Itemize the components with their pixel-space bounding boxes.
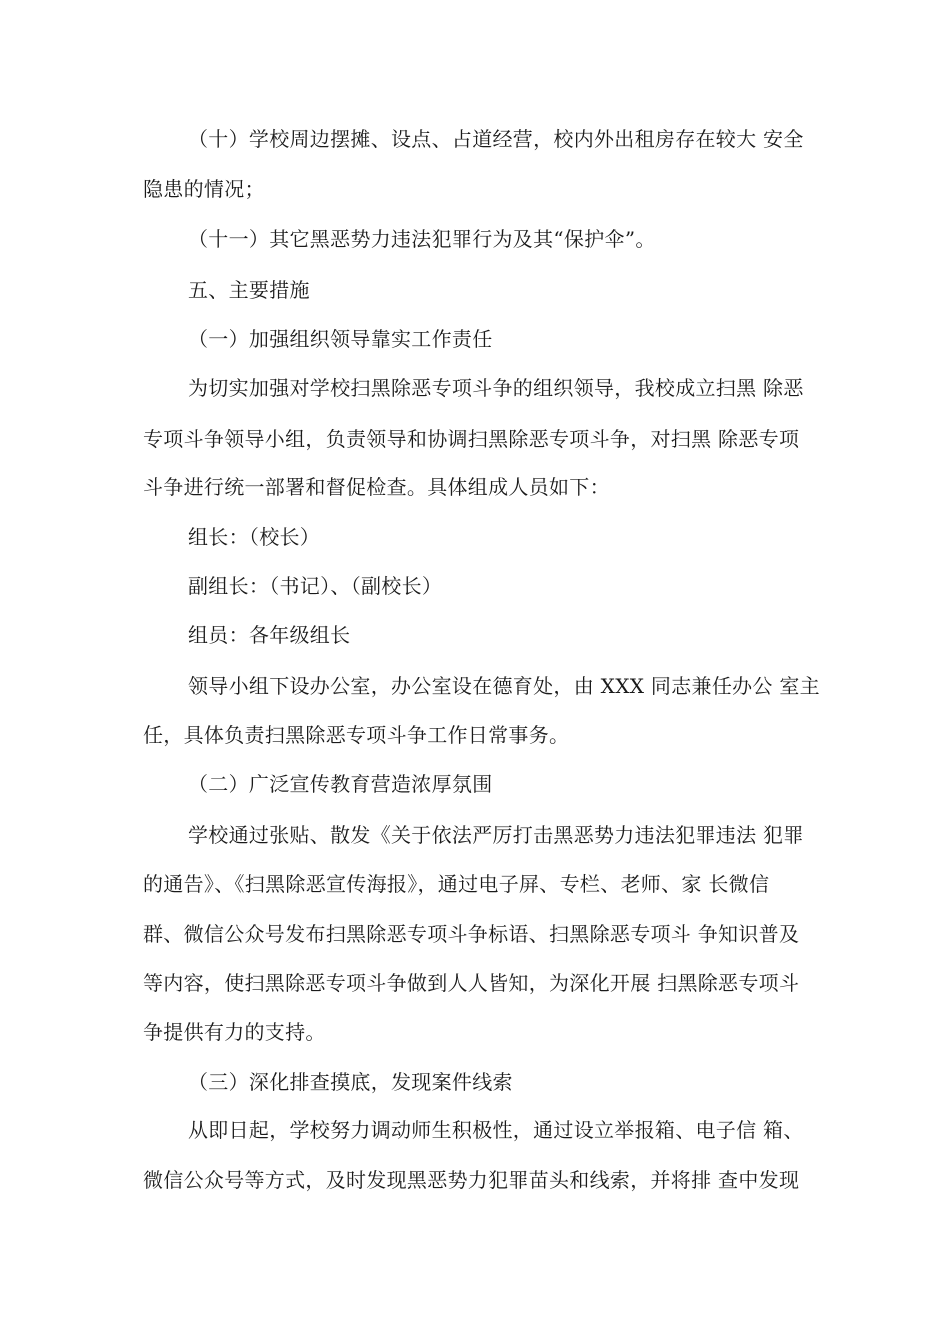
- paragraph-line: 组长：（校长）: [188, 525, 321, 549]
- section-heading: 五、主要措施: [188, 278, 310, 302]
- paragraph-line: 斗争进行统一部署和督促检查。具体组成人员如下：: [143, 475, 610, 499]
- paragraph-line: 微信公众号等方式，及时发现黑恶势力犯罪苗头和线索，并将排 查中发现: [143, 1168, 800, 1192]
- paragraph-line: 争提供有力的支持。: [143, 1020, 326, 1044]
- subsection-heading: （二）广泛宣传教育营造浓厚氛围: [188, 772, 493, 796]
- paragraph-line: 等内容，使扫黑除恶专项斗争做到人人皆知，为深化开展 扫黑除恶专项斗: [143, 971, 800, 995]
- paragraph-line: 专项斗争领导小组，负责领导和协调扫黑除恶专项斗争，对扫黑 除恶专项: [143, 427, 800, 451]
- paragraph-line: 学校通过张贴、散发《关于依法严厉打击黑恶势力违法犯罪违法 犯罪: [188, 823, 804, 847]
- paragraph-line: 群、微信公众号发布扫黑除恶专项斗争标语、扫黑除恶专项斗 争知识普及: [143, 922, 800, 946]
- subsection-heading: （三）深化排查摸底，发现案件线索: [188, 1070, 513, 1094]
- paragraph-line: 的通告》、《扫黑除恶宣传海报》，通过电子屏、专栏、老师、家 长微信: [143, 872, 770, 896]
- paragraph-line: 任，具体负责扫黑除恶专项斗争工作日常事务。: [143, 723, 570, 747]
- paragraph-line: 从即日起，学校努力调动师生积极性，通过设立举报箱、电子信 箱、: [188, 1118, 804, 1142]
- subsection-heading: （一）加强组织领导靠实工作责任: [188, 327, 493, 351]
- paragraph-line: 隐患的情况；: [143, 177, 265, 201]
- paragraph-line: 组员：各年级组长: [188, 623, 351, 647]
- paragraph-line: （十）学校周边摆摊、设点、占道经营，校内外出租房存在较大 安全: [188, 127, 804, 151]
- paragraph-line: 领导小组下设办公室，办公室设在德育处，由 XXX 同志兼任办公 室主: [188, 674, 820, 698]
- paragraph-line: （十一）其它黑恶势力违法犯罪行为及其“保护伞”。: [188, 227, 656, 251]
- paragraph-line: 为切实加强对学校扫黑除恶专项斗争的组织领导，我校成立扫黑 除恶: [188, 376, 804, 400]
- paragraph-line: 副组长：（书记）、（副校长）: [188, 574, 443, 598]
